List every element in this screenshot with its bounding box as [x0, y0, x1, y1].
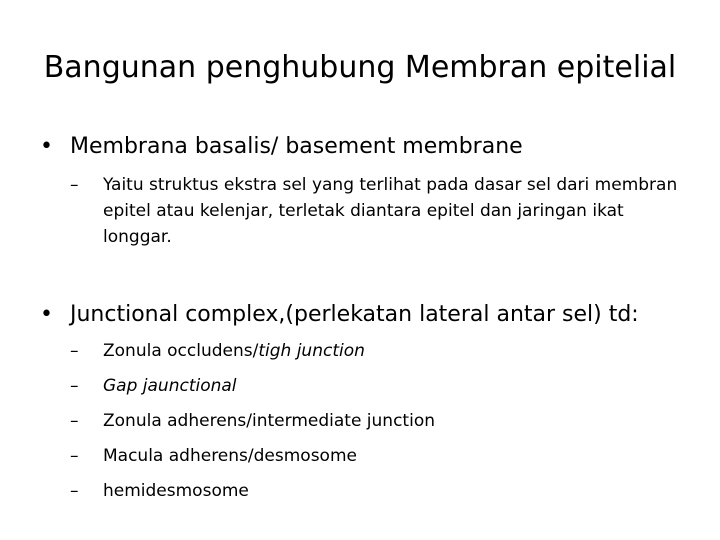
sub-bullet-text-italic: tigh junction	[258, 341, 365, 361]
bullet-marker: •	[40, 134, 53, 159]
sub-bullet-text: Macula adherens/desmosome	[103, 446, 357, 466]
dash-marker: –	[70, 446, 79, 466]
sub-bullet-text	[103, 338, 365, 364]
dash-marker: –	[70, 341, 79, 361]
bullet-text: Junctional complex,(perlekatan lateral antar sel) td:	[70, 302, 639, 327]
sub-bullet-text-regular: Zonula occludens/	[103, 341, 259, 361]
sub-bullet-text: Gap jaunctional	[103, 376, 237, 396]
sub-bullet-text: hemidesmosome	[103, 481, 249, 501]
sub-bullet-text: Yaitu struktus ekstra sel yang terlihat pada dasar sel dari membran epitel atau kelenjar, terletak diantara epitel dan jaringan ikat longgar.	[103, 175, 678, 247]
dash-marker: –	[70, 175, 79, 195]
dash-marker: –	[70, 411, 79, 431]
sub-bullet-text: Zonula adherens/intermediate junction	[103, 411, 435, 431]
bullet-marker: •	[40, 302, 53, 327]
dash-marker: –	[70, 481, 79, 501]
slide-title: Bangunan penghubung Membran epitelial	[43, 50, 677, 85]
bullet-text: Membrana basalis/ basement membrane	[70, 134, 523, 159]
dash-marker: –	[70, 376, 79, 396]
